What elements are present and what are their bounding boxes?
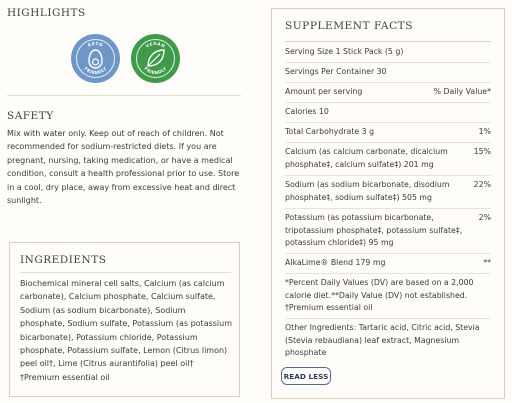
nutrient-row-calcium: Calcium (as calcium carbonate, dicalcium phosphate‡, calcium sulfate‡) 201 mg 15% — [285, 147, 491, 169]
amount-per-serving: Amount per serving — [285, 87, 363, 96]
daily-value-header: % Daily Value* — [433, 87, 491, 96]
ingredients-heading: INGREDIENTS — [20, 254, 107, 266]
ingredients-panel — [9, 242, 240, 397]
safety-heading: SAFETY — [7, 110, 54, 122]
other-ingredients: Other Ingredients: Tartaric acid, Citric acid, Stevia (Stevia rebaudiana) leaf extract, Magnesium phosphate — [285, 323, 480, 358]
nutrient-dv: 15% — [473, 147, 491, 156]
svg-text:FRIENDLY: FRIENDLY — [143, 65, 168, 76]
nutrient-row-sodium: Sodium (as sodium bicarbonate, disodium phosphate‡, sodium sulfate‡) 505 mg 22% — [285, 180, 491, 202]
nutrient-dv: ** — [483, 258, 491, 267]
serving-size: Serving Size 1 Stick Pack (5 g) — [285, 47, 404, 56]
safety-text: Mix with water only. Keep out of reach of children. Not recommended for sodium-restricted diets. If you are pregnant, nursing, taking medication, or have a medical condition, consult a health professional prior to use. Store in a cool, dry place, away from excessive heat and direct sunlight. — [7, 129, 240, 206]
nutrient-row-alkalime-blend: AlkaLime® Blend 179 mg ** — [285, 257, 491, 270]
highlights-heading: HIGHLIGHTS — [7, 7, 86, 19]
daily-value-footnote: *Percent Daily Values (DV) are based on a 2,000 calorie diet.**Daily Value (DV) not established. †Premium essential oil — [285, 278, 474, 313]
nutrient-dv: 22% — [473, 180, 491, 189]
amount-per-serving-row — [285, 86, 491, 99]
supplement-facts-heading: SUPPLEMENT FACTS — [285, 20, 414, 32]
calories: Calories 10 — [285, 107, 329, 116]
ingredients-text: Biochemical mineral cell salts, Calcium (as calcium carbonate), Calcium phosphate, Calcium sulfate, Sodium (as sodium bicarbonate), Sodium phosphate, Sodium sulfate, Potassium (as potassium bicarbonate), Potassium chloride, Potassium phosphate, Potassium sulfate, Lemon (Citrus limon) peel oil†, Lime (Citrus aurantifolia) peel oil† †Premium essential oil — [20, 279, 233, 382]
leaf-icon — [131, 34, 180, 83]
facts-divider — [285, 41, 491, 42]
avocado-icon — [71, 34, 120, 83]
ingredients-divider — [20, 272, 231, 273]
svg-text:FRIENDLY: FRIENDLY — [83, 65, 108, 76]
nutrient-dv: 2% — [478, 213, 491, 222]
svg-text:KETO: KETO — [87, 40, 104, 48]
nutrient-row-potassium: Potassium (as potassium bicarbonate, tripotassium phosphate‡, potassium sulfate‡, potassium chloride‡) 95 mg 2% — [285, 213, 491, 248]
vegan-friendly-badge — [131, 34, 180, 83]
safety-divider — [7, 95, 241, 96]
servings-per-container: Servings Per Container 30 — [285, 67, 387, 76]
supplement-facts-panel — [271, 8, 505, 399]
nutrient-row-carbohydrate: Total Carbohydrate 3 g 1% — [285, 126, 491, 139]
nutrient-dv: 1% — [478, 127, 491, 136]
read-less-button[interactable]: READ LESS — [281, 367, 331, 385]
keto-friendly-badge — [71, 34, 120, 83]
svg-text:VEGAN: VEGAN — [144, 40, 167, 49]
